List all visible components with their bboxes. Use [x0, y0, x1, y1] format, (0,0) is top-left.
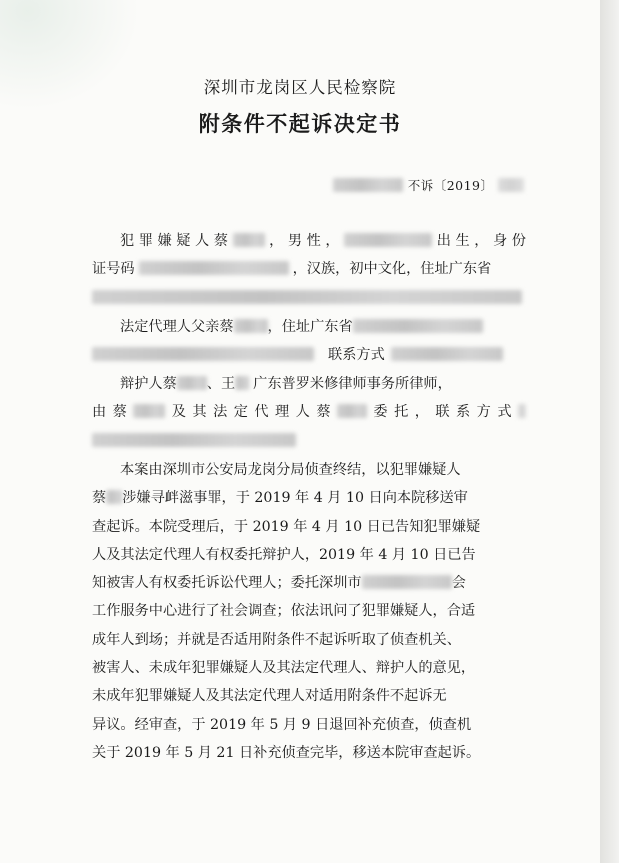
text-line — [92, 370, 526, 398]
guardian-paragraph — [92, 313, 526, 370]
text-segment: 联系方式 — [328, 347, 385, 364]
redacted-region — [234, 319, 268, 333]
text-segment: ，汉族，初中文化，住址广东省 — [292, 261, 492, 278]
defender-paragraph — [92, 370, 526, 455]
text-line: 被害人、未成年犯罪嫌疑人及其法定代理人、辩护人的意见， — [92, 660, 476, 677]
text-line — [92, 313, 526, 341]
text-line — [92, 398, 526, 426]
text-line: 成年人到场；并就是否适用附条件不起诉听取了侦查机关、 — [92, 631, 461, 648]
text-segment: 委托，联系方式 — [366, 404, 518, 421]
text-segment: 证号码 — [92, 261, 135, 278]
text-segment: ，住址广东省 — [267, 319, 353, 335]
text-line — [92, 569, 526, 597]
text-segment: 知被害人有权委托诉讼代理人；委托深圳市 — [92, 575, 362, 592]
text-segment: 辩护人蔡 — [120, 376, 177, 392]
redacted-region — [362, 575, 452, 589]
text-line — [92, 484, 526, 512]
redacted-region — [333, 178, 403, 192]
redacted-region — [344, 233, 432, 247]
redacted-region — [233, 233, 265, 247]
text-line: 异议。经审查，于 2019 年 5 月 9 日退回补充侦查，侦查机 — [92, 716, 472, 733]
text-segment: ，男性， — [264, 233, 345, 249]
redacted-region — [106, 490, 122, 504]
redacted-region — [353, 319, 483, 333]
text-segment: 、王 — [206, 376, 236, 392]
text-segment: 法定代理人父亲蔡 — [120, 319, 234, 335]
text-segment: 广东普罗米修律师事务所律师， — [253, 376, 452, 392]
redacted-region — [139, 261, 289, 275]
text-segment: 由蔡 — [92, 404, 134, 421]
organization-name: 深圳市龙岗区人民检察院 — [203, 78, 397, 97]
text-line: 未成年犯罪嫌疑人及其法定代理人对适用附条件不起诉无 — [92, 688, 447, 705]
redacted-region — [235, 376, 249, 390]
text-line: 工作服务中心进行了社会调查；依法讯问了犯罪嫌疑人，合适 — [92, 603, 476, 620]
redacted-region — [133, 404, 165, 418]
page-edge — [600, 0, 619, 863]
text-segment: 会 — [451, 575, 466, 592]
text-line: 本案由深圳市公安局龙岗分局侦查终结，以犯罪嫌疑人 — [120, 462, 461, 478]
document-number-text: 不诉〔2019〕 — [407, 178, 494, 193]
case-paragraph — [92, 456, 526, 767]
redacted-region — [92, 290, 522, 304]
text-line — [92, 227, 526, 255]
redacted-region — [337, 404, 367, 418]
redacted-region — [498, 178, 524, 192]
suspect-paragraph — [92, 227, 526, 312]
text-line: 查起诉。本院受理后，于 2019 年 4 月 10 日已告知犯罪嫌疑 — [92, 518, 481, 535]
redacted-region — [391, 347, 503, 361]
text-line — [92, 255, 526, 283]
text-segment: 犯罪嫌疑人蔡 — [120, 233, 233, 249]
text-line — [92, 284, 526, 312]
text-segment: 出生，身份 — [432, 233, 526, 249]
document-number — [333, 176, 524, 194]
redacted-region — [177, 376, 207, 390]
text-segment: 及其法定代理人蔡 — [165, 404, 337, 421]
redacted-region — [518, 404, 526, 418]
text-line: 关于 2019 年 5 月 21 日补充侦查完毕，移送本院审查起诉。 — [92, 744, 481, 761]
document-title: 附条件不起诉决定书 — [198, 112, 402, 136]
text-segment: 蔡 — [92, 490, 107, 507]
redacted-region — [92, 347, 314, 361]
text-line — [92, 341, 526, 369]
text-line — [92, 427, 526, 455]
redacted-region — [92, 433, 296, 447]
text-segment: 涉嫌寻衅滋事罪，于 2019 年 4 月 10 日向本院移送审 — [122, 490, 468, 507]
text-line: 人及其法定代理人有权委托辩护人，2019 年 4 月 10 日已告 — [92, 546, 476, 563]
